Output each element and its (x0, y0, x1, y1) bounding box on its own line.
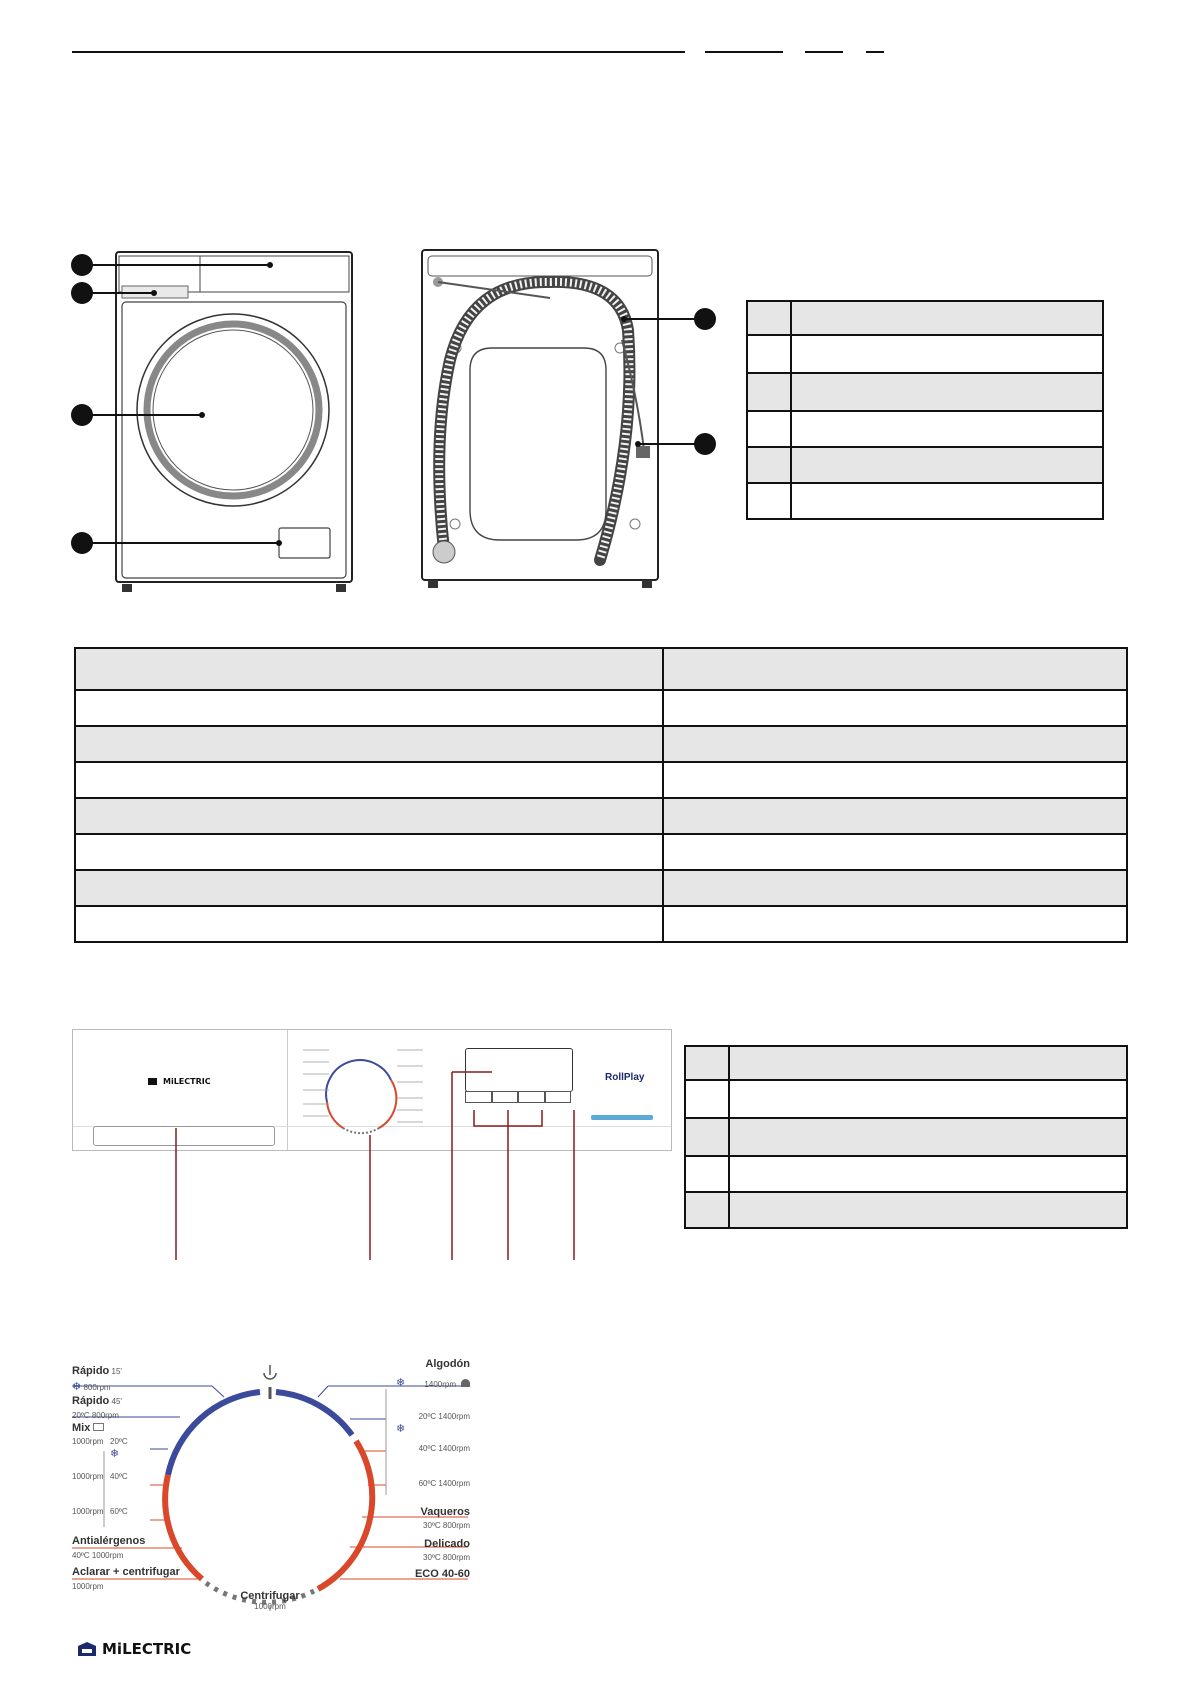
panel-brand-text: MiLECTRIC (163, 1077, 211, 1086)
program-sub: 30ºC 800rpm (423, 1521, 470, 1530)
table-row (75, 726, 1127, 762)
program-delicado: Delicado (424, 1538, 470, 1550)
mix-temp: 60ºC (110, 1507, 128, 1516)
table-row (747, 301, 1103, 335)
header-rule-long (72, 51, 685, 53)
program-sub: 1000rpm (72, 1437, 104, 1446)
program-sub: 20ºC 800rpm (72, 1411, 119, 1420)
table-row (75, 690, 1127, 726)
footer-brand-logo (78, 1640, 191, 1658)
program-aclarar-centrifugar: Aclarar + centrifugar (72, 1566, 180, 1578)
brand-icon (78, 1642, 96, 1656)
program-sub: 1000rpm (72, 1582, 104, 1591)
dial-bottom-label (220, 1590, 320, 1611)
cotton-icon (461, 1379, 470, 1387)
program-centrifugar: Centrifugar (240, 1590, 300, 1602)
program-vaqueros: Vaqueros (420, 1506, 470, 1518)
program-sub: 20ºC 1400rpm (418, 1412, 470, 1421)
power-icon (264, 1365, 276, 1379)
header-rule-2 (705, 51, 783, 53)
program-sub: 40ºC 1000rpm (72, 1551, 124, 1560)
washer-back-illustration (410, 240, 730, 600)
program-sub: 40ºC 1400rpm (418, 1444, 470, 1453)
table-row (75, 648, 1127, 690)
table-row (75, 798, 1127, 834)
program-mix: Mix (72, 1422, 91, 1434)
specifications-table (74, 647, 1128, 943)
washer-front-illustration (60, 240, 370, 600)
mix-temp: 40ºC (110, 1472, 128, 1481)
table-row (747, 483, 1103, 519)
table-row (747, 447, 1103, 483)
table-row (747, 411, 1103, 447)
header-rule-4 (866, 51, 884, 53)
footer-brand-text: MiLECTRIC (102, 1640, 192, 1658)
rollplay-logo: RollPlay (605, 1072, 645, 1083)
program-sub: 60ºC 1400rpm (418, 1479, 470, 1488)
program-rapido-45: Rápido (72, 1395, 110, 1407)
program-sub: 1400rpm (424, 1380, 456, 1389)
program-sub: 800rpm (83, 1383, 111, 1392)
program-sub: 30ºC 800rpm (423, 1553, 470, 1562)
parts-legend-table (746, 300, 1104, 520)
program-sub: 1000rpm (72, 1472, 104, 1481)
program-sub: 1000rpm (254, 1602, 286, 1611)
program-sub: 1000rpm (72, 1507, 104, 1516)
panel-leader-lines (72, 1040, 672, 1270)
program-tag: 45' (111, 1397, 122, 1406)
table-row (75, 834, 1127, 870)
program-antialergenos: Antialérgenos (72, 1535, 146, 1547)
snowflake-icon: ❄ (72, 1381, 82, 1393)
mix-temp: 20ºC (110, 1437, 128, 1446)
program-rapido-15: Rápido (72, 1365, 110, 1377)
controls-legend-table (684, 1045, 1128, 1229)
program-eco-40-60: ECO 40-60 (414, 1568, 470, 1580)
table-row (685, 1046, 1127, 1080)
table-row (747, 373, 1103, 411)
table-row (75, 762, 1127, 798)
mix-icon (93, 1423, 104, 1431)
snowflake-icon: ❄ (396, 1377, 406, 1389)
header-rule-3 (805, 51, 843, 53)
snowflake-icon: ❄ (110, 1448, 120, 1460)
table-row (685, 1192, 1127, 1228)
table-row (685, 1080, 1127, 1118)
table-row (75, 906, 1127, 942)
table-row (747, 335, 1103, 373)
program-tag: 15' (111, 1367, 122, 1376)
program-algodon: Algodón (425, 1358, 470, 1370)
table-row (75, 870, 1127, 906)
snowflake-icon: ❄ (396, 1423, 406, 1435)
table-row (685, 1118, 1127, 1156)
table-row (685, 1156, 1127, 1192)
